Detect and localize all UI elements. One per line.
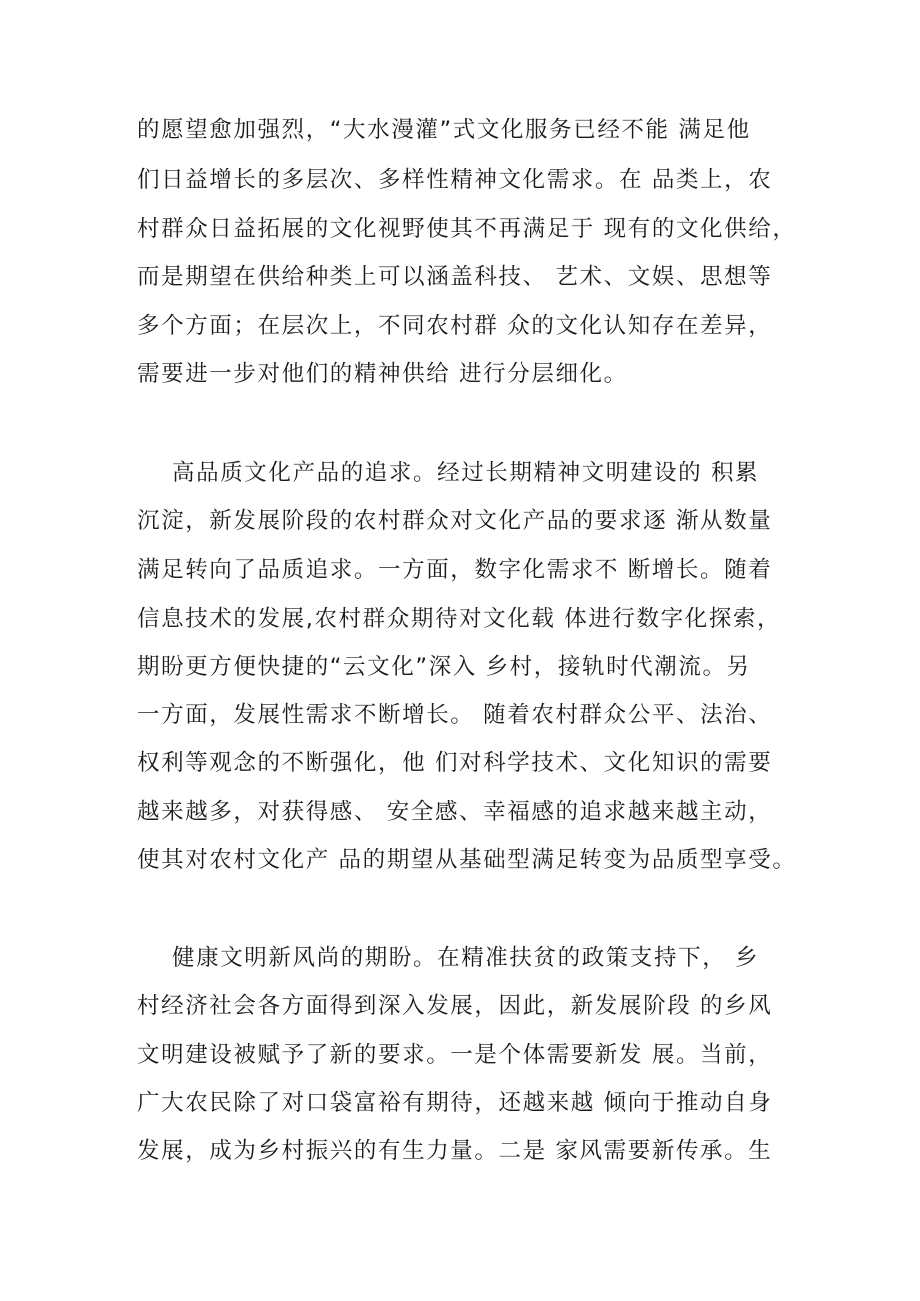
text-line: 村经济社会各方面得到深入发展，因此，新发展阶段 的乡风	[137, 993, 773, 1019]
text-line: 高品质文化产品的追求。经过长期精神文明建设的 积累	[137, 460, 760, 486]
text-line: 的愿望愈加强烈，“大水漫灌”式文化服务已经不能 满足他	[137, 117, 751, 143]
text-line: 健康文明新风尚的期盼。在精准扶贫的政策支持下， 乡	[137, 945, 760, 971]
text-line: 满足转向了品质追求。一方面，数字化需求不 断增长。随着	[137, 557, 773, 583]
text-line: 沉淀，新发展阶段的农村群众对文化产品的要求逐 渐从数量	[137, 508, 773, 534]
text-line: 发展，成为乡村振兴的有生力量。二是 家风需要新传承。生	[137, 1138, 773, 1164]
text-line: 文明建设被赋予了新的要求。一是个体需要新发 展。当前，	[137, 1042, 773, 1068]
text-line: 多个方面；在层次上，不同农村群 众的文化认知存在差异，	[137, 313, 773, 339]
text-line: 而是期望在供给种类上可以涵盖科技、 艺术、文娱、思想等	[137, 264, 773, 290]
text-line: 需要进一步对他们的精神供给 进行分层细化。	[137, 361, 628, 387]
text-line: 权利等观念的不断强化，他 们对科学技术、文化知识的需要	[137, 750, 773, 776]
text-line: 广大农民除了对口袋富裕有期待，还越来越 倾向于推动自身	[137, 1090, 773, 1116]
text-line: 期盼更方便快捷的“云文化”深入 乡村，接轨时代潮流。另	[137, 654, 751, 680]
text-line: 村群众日益拓展的文化视野使其不再满足于 现有的文化供给，	[137, 216, 797, 242]
text-line: 信息技术的发展,农村群众期待对文化载 体进行数字化探索，	[137, 606, 782, 632]
text-line: 一方面，发展性需求不断增长。 随着农村群众公平、法治、	[137, 702, 773, 728]
text-line: 们日益增长的多层次、多样性精神文化需求。在 品类上，农	[137, 167, 773, 193]
text-line: 越来越多，对获得感、 安全感、幸福感的追求越来越主动，	[137, 799, 773, 825]
text-line: 使其对农村文化产 品的期望从基础型满足转变为品质型享受。	[137, 847, 797, 873]
